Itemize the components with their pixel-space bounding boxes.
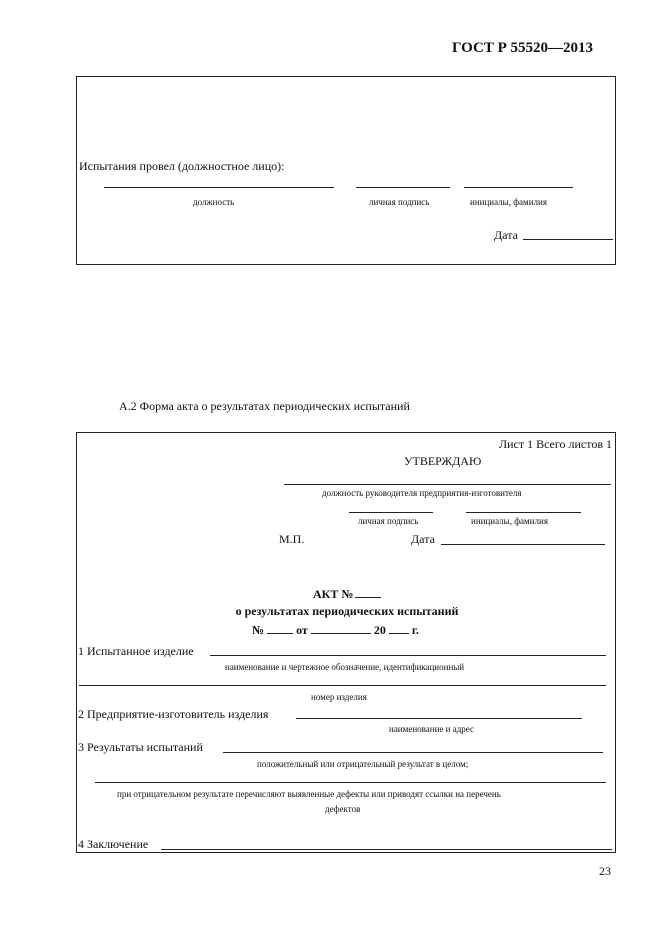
item2-label: 2 Предприятие-изготовитель изделия <box>78 707 269 721</box>
position-caption: должность <box>193 197 235 207</box>
item1-caption1: наименование и чертежное обозначение, идентификационный <box>225 662 465 672</box>
approver-signature-caption: личная подпись <box>358 516 419 526</box>
head-position-caption: должность руководителя предприятия-изготовителя <box>322 488 522 498</box>
date-line <box>523 239 613 240</box>
act-no-blank <box>267 623 293 634</box>
act-number-date <box>252 623 419 638</box>
approver-name-caption: инициалы, фамилия <box>471 516 548 526</box>
signature-line <box>356 187 450 188</box>
approve-label: УТВЕРЖДАЮ <box>404 454 482 468</box>
approve-date-line <box>441 544 605 545</box>
act-title-text: АКТ № <box>313 587 354 601</box>
item2-line <box>296 718 582 719</box>
section-title: А.2 Форма акта о результатах периодических испытаний <box>119 399 410 413</box>
act-year-blank <box>389 623 409 634</box>
item1-line2 <box>79 685 606 686</box>
item3-line <box>223 752 603 753</box>
tested-by-label: Испытания провел (должностное лицо): <box>79 159 285 173</box>
act-subtitle: о результатах периодических испытаний <box>235 604 459 618</box>
act-from-label: от <box>296 623 308 637</box>
approver-name-line <box>466 512 581 513</box>
sheet-info: Лист 1 Всего листов 1 <box>498 437 612 451</box>
act-g-label: г. <box>411 623 419 637</box>
item4-line <box>161 849 612 850</box>
item1-caption2: номер изделия <box>311 692 367 702</box>
act-year-label: 20 <box>373 623 386 637</box>
date-label: Дата <box>494 228 518 242</box>
item2-caption: наименование и адрес <box>389 724 474 734</box>
item3-caption2: при отрицательном результате перечисляют выявленные дефекты или приводят ссылки на перечень <box>117 789 501 799</box>
item3-caption3: дефектов <box>325 804 361 814</box>
approver-signature-line <box>349 512 433 513</box>
item1-line <box>210 655 606 656</box>
standard-designation: ГОСТ Р 55520—2013 <box>452 40 594 56</box>
head-position-line <box>284 484 611 485</box>
act-date-blank <box>311 623 371 634</box>
approve-date-label: Дата <box>411 532 435 546</box>
item3-label: 3 Результаты испытаний <box>78 740 203 754</box>
act-form-box <box>76 432 616 853</box>
act-number-blank <box>355 587 381 598</box>
position-line <box>104 187 334 188</box>
act-title <box>313 587 381 602</box>
name-caption: инициалы, фамилия <box>470 197 547 207</box>
item4-label: 4 Заключение <box>78 837 149 851</box>
item1-label: 1 Испытанное изделие <box>78 644 194 658</box>
act-no-label: № <box>252 623 265 637</box>
item3-caption1: положительный или отрицательный результат в целом; <box>257 759 469 769</box>
item3-line2 <box>95 782 606 783</box>
signature-caption: личная подпись <box>369 197 430 207</box>
name-line <box>464 187 573 188</box>
stamp-label: М.П. <box>279 532 305 546</box>
test-signature-box <box>76 76 616 265</box>
page-number: 23 <box>599 864 611 878</box>
